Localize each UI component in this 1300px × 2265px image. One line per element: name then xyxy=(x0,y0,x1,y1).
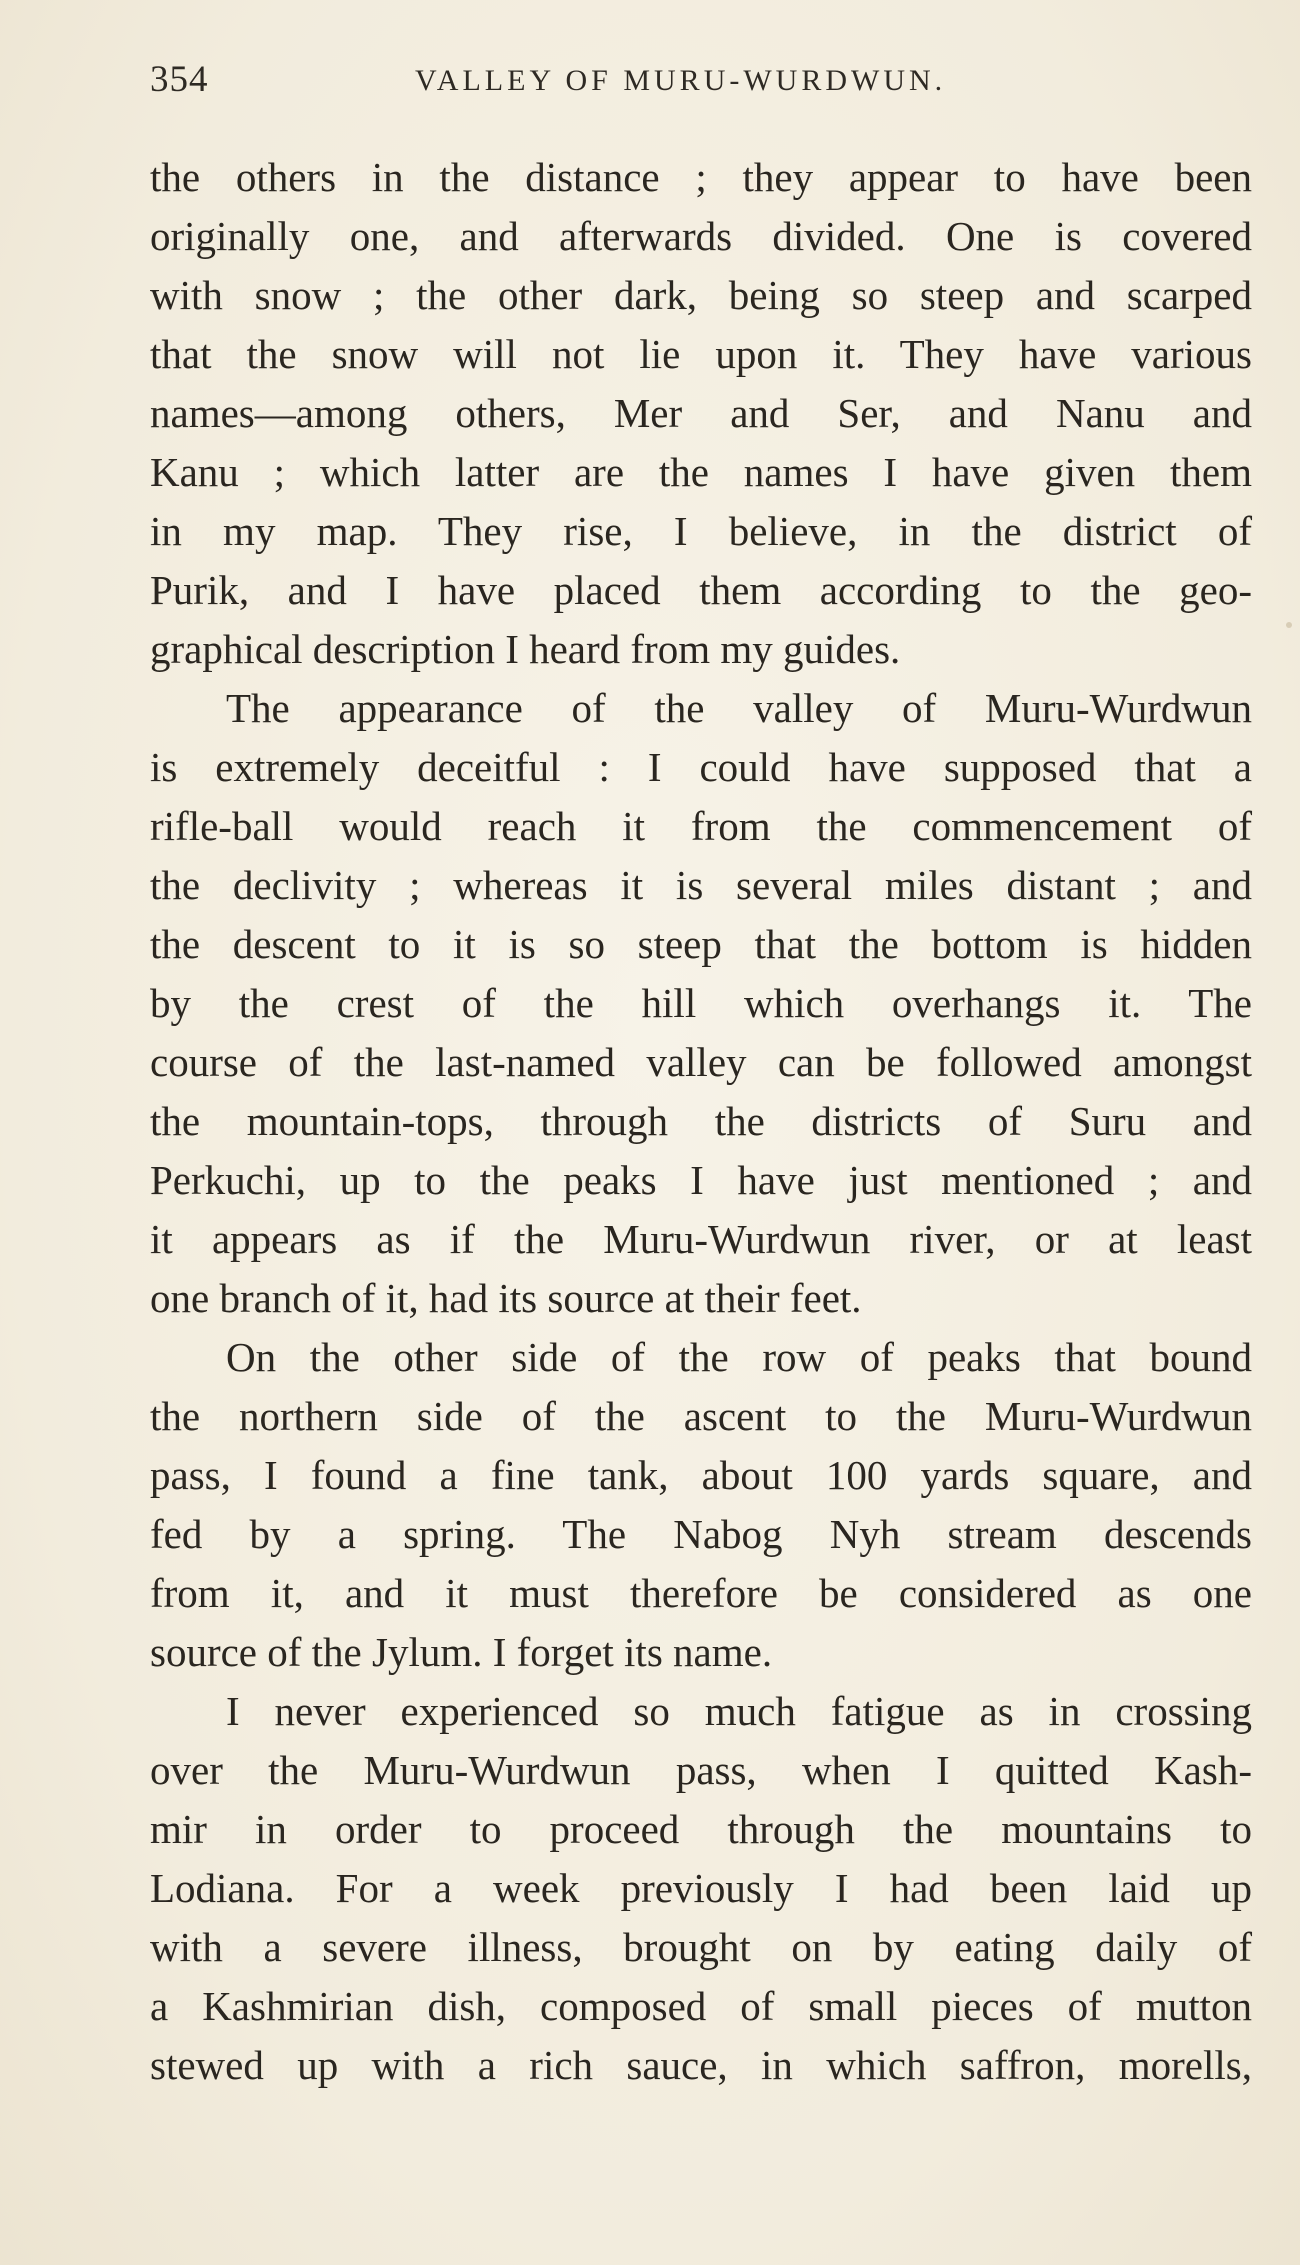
text-line: names—among others, Mer and Ser, and Nanu and xyxy=(150,390,1252,436)
text-line: rifle-ball would reach it from the commencement of xyxy=(150,803,1252,849)
text-line: pass, I found a fine tank, about 100 yards square, and xyxy=(150,1452,1252,1498)
text-line: source of the Jylum. I forget its name. xyxy=(150,1629,773,1675)
text-line: originally one, and afterwards divided. One is covered xyxy=(150,213,1252,259)
text-line: that the snow will not lie upon it. They have various xyxy=(150,331,1252,377)
text-line: with a severe illness, brought on by eating daily of xyxy=(150,1924,1252,1970)
text-line: Lodiana. For a week previously I had been laid up xyxy=(150,1865,1252,1911)
paragraph-4 xyxy=(150,1682,1252,2095)
body-text xyxy=(150,148,1252,2095)
text-line: a Kashmirian dish, composed of small pieces of mutton xyxy=(150,1983,1252,2029)
text-line: mir in order to proceed through the mountains to xyxy=(150,1806,1252,1852)
text-line: Perkuchi, up to the peaks I have just mentioned ; and xyxy=(150,1157,1252,1203)
text-line: Purik, and I have placed them according to the geo- xyxy=(150,567,1252,613)
text-line: over the Muru-Wurdwun pass, when I quitted Kash- xyxy=(150,1747,1252,1793)
text-line: fed by a spring. The Nabog Nyh stream descends xyxy=(150,1511,1252,1557)
text-line: Kanu ; which latter are the names I have given them xyxy=(150,449,1252,495)
text-line: is extremely deceitful : I could have supposed that a xyxy=(150,744,1252,790)
text-line: The appearance of the valley of Muru-Wurdwun xyxy=(226,685,1252,731)
text-line: by the crest of the hill which overhangs it. The xyxy=(150,980,1252,1026)
text-line: one branch of it, had its source at their feet. xyxy=(150,1275,862,1321)
text-line: the declivity ; whereas it is several miles distant ; and xyxy=(150,862,1252,908)
text-line: it appears as if the Muru-Wurdwun river, or at least xyxy=(150,1216,1252,1262)
text-line: course of the last-named valley can be followed amongst xyxy=(150,1039,1252,1085)
page-number: 354 xyxy=(150,59,209,100)
text-line: graphical description I heard from my guides. xyxy=(150,626,901,672)
text-line: stewed up with a rich sauce, in which saffron, morells, xyxy=(150,2042,1252,2088)
text-line: On the other side of the row of peaks that bound xyxy=(226,1334,1252,1380)
text-line: the descent to it is so steep that the bottom is hidden xyxy=(150,921,1252,967)
paper-speck xyxy=(1286,622,1292,628)
text-line: the northern side of the ascent to the Muru-Wurdwun xyxy=(150,1393,1252,1439)
page-header xyxy=(150,58,1250,118)
text-line: from it, and it must therefore be considered as one xyxy=(150,1570,1252,1616)
paragraph-1 xyxy=(150,148,1252,679)
text-line: the others in the distance ; they appear to have been xyxy=(150,154,1252,200)
running-title: VALLEY OF MURU-WURDWUN. xyxy=(415,64,947,97)
paragraph-3 xyxy=(150,1328,1252,1682)
text-line: the mountain-tops, through the districts of Suru and xyxy=(150,1098,1252,1144)
paragraph-2 xyxy=(150,679,1252,1328)
text-line: with snow ; the other dark, being so steep and scarped xyxy=(150,272,1252,318)
text-line: I never experienced so much fatigue as in crossing xyxy=(226,1688,1252,1734)
text-line: in my map. They rise, I believe, in the district of xyxy=(150,508,1252,554)
